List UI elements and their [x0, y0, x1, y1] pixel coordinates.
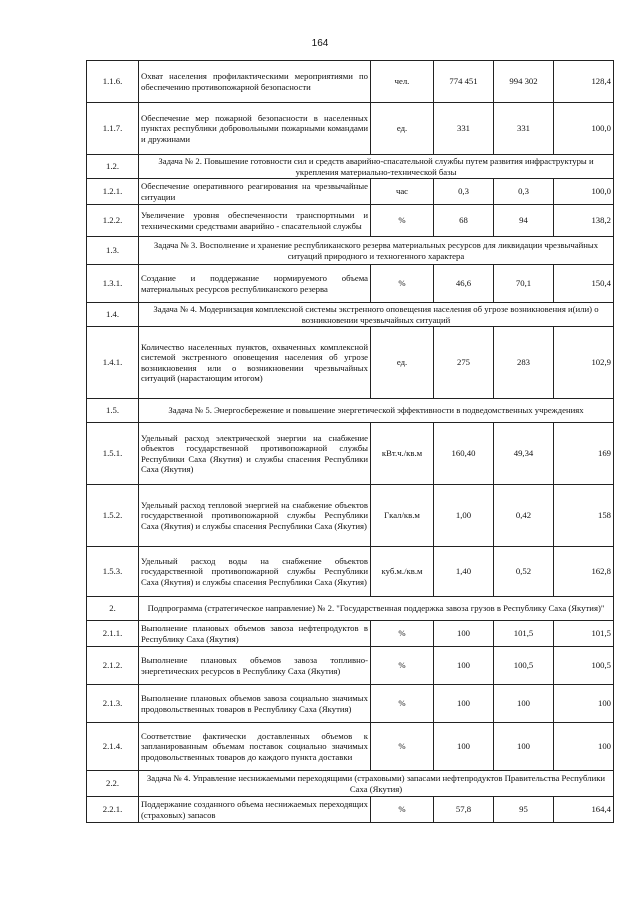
- indicator-name: Охват населения профилактическими мероприятиями по обеспечению противопожарной безопасности: [139, 61, 371, 103]
- percent-value: 101,5: [554, 621, 614, 647]
- table-row: [87, 723, 614, 771]
- percent-value: 100,0: [554, 179, 614, 205]
- row-number: 2.1.1.: [87, 621, 139, 647]
- row-number: 2.1.2.: [87, 647, 139, 685]
- table-row: [87, 547, 614, 597]
- row-number: 2.1.4.: [87, 723, 139, 771]
- task-row: [87, 303, 614, 327]
- indicator-name: Количество населенных пунктов, охваченных комплексной системой экстренного оповещения населения об угрозе возникновения или о возникновении чрезвычайных ситуаций (нарастающим итогом): [139, 327, 371, 399]
- row-number: 1.1.6.: [87, 61, 139, 103]
- plan-value: 275: [434, 327, 494, 399]
- row-number: 1.5.1.: [87, 423, 139, 485]
- row-number: 1.4.1.: [87, 327, 139, 399]
- indicator-name: Обеспечение оперативного реагирования на чрезвычайные ситуации: [139, 179, 371, 205]
- actual-value: 70,1: [494, 265, 554, 303]
- task-title: Задача № 3. Восполнение и хранение республиканского резерва материальных ресурсов для ликвидации чрезвычайных ситуаций природного и техногенного характера: [139, 237, 614, 265]
- table-row: [87, 647, 614, 685]
- task-row: [87, 399, 614, 423]
- actual-value: 94: [494, 205, 554, 237]
- task-row: [87, 771, 614, 797]
- unit-of-measure: куб.м./кв.м: [371, 547, 434, 597]
- plan-value: 0,3: [434, 179, 494, 205]
- table-row: [87, 179, 614, 205]
- percent-value: 100,0: [554, 103, 614, 155]
- percent-value: 128,4: [554, 61, 614, 103]
- actual-value: 95: [494, 797, 554, 823]
- table-row: [87, 327, 614, 399]
- task-row: [87, 155, 614, 179]
- unit-of-measure: %: [371, 205, 434, 237]
- row-number: 1.5.2.: [87, 485, 139, 547]
- actual-value: 0,3: [494, 179, 554, 205]
- unit-of-measure: ед.: [371, 103, 434, 155]
- percent-value: 162,8: [554, 547, 614, 597]
- actual-value: 49,34: [494, 423, 554, 485]
- plan-value: 1,40: [434, 547, 494, 597]
- actual-value: 994 302: [494, 61, 554, 103]
- unit-of-measure: %: [371, 797, 434, 823]
- table-row: [87, 485, 614, 547]
- row-number: 1.4.: [87, 303, 139, 327]
- plan-value: 160,40: [434, 423, 494, 485]
- percent-value: 100: [554, 685, 614, 723]
- table-row: [87, 61, 614, 103]
- unit-of-measure: Гкал/кв.м: [371, 485, 434, 547]
- row-number: 2.2.1.: [87, 797, 139, 823]
- table-row: [87, 103, 614, 155]
- actual-value: 100: [494, 723, 554, 771]
- unit-of-measure: %: [371, 621, 434, 647]
- indicator-name: Выполнение плановых объемов завоза топливно-энергетических ресурсов в Республику Саха (Якутия): [139, 647, 371, 685]
- row-number: 1.5.3.: [87, 547, 139, 597]
- table-row: [87, 265, 614, 303]
- plan-value: 100: [434, 621, 494, 647]
- percent-value: 150,4: [554, 265, 614, 303]
- indicator-name: Соответствие фактически доставленных объемов к запланированным объемам поставок социально значимых продовольственных товаров до каждого пункта доставки: [139, 723, 371, 771]
- page-number: 164: [311, 38, 329, 49]
- percent-value: 169: [554, 423, 614, 485]
- table-row: [87, 205, 614, 237]
- indicator-name: Выполнение плановых объемов завоза социально значимых продовольственных товаров в Республику Саха (Якутия): [139, 685, 371, 723]
- task-row: [87, 597, 614, 621]
- task-title: Задача № 5. Энергосбережение и повышение энергетической эффективности в подведомственных учреждениях: [139, 399, 614, 423]
- plan-value: 100: [434, 723, 494, 771]
- unit-of-measure: ед.: [371, 327, 434, 399]
- unit-of-measure: %: [371, 723, 434, 771]
- actual-value: 100,5: [494, 647, 554, 685]
- row-number: 1.2.2.: [87, 205, 139, 237]
- actual-value: 0,52: [494, 547, 554, 597]
- indicator-name: Удельный расход тепловой энергией на снабжение объектов государственной противопожарной службы Республики Саха (Якутия) и службы спасения Республики Саха (Якутия): [139, 485, 371, 547]
- indicators-table: [86, 60, 614, 823]
- unit-of-measure: %: [371, 685, 434, 723]
- task-title: Подпрограмма (стратегическое направление) № 2. "Государственная поддержка завоза грузов в Республику Саха (Якутия)": [139, 597, 614, 621]
- plan-value: 100: [434, 647, 494, 685]
- unit-of-measure: %: [371, 647, 434, 685]
- table-body: [87, 61, 614, 823]
- percent-value: 100,5: [554, 647, 614, 685]
- row-number: 1.2.: [87, 155, 139, 179]
- row-number: 2.: [87, 597, 139, 621]
- percent-value: 102,9: [554, 327, 614, 399]
- unit-of-measure: %: [371, 265, 434, 303]
- row-number: 1.2.1.: [87, 179, 139, 205]
- plan-value: 46,6: [434, 265, 494, 303]
- table-row: [87, 685, 614, 723]
- row-number: 2.1.3.: [87, 685, 139, 723]
- task-title: Задача № 4. Модернизация комплексной системы экстренного оповещения населения об угрозе возникновения и(или) о возникновении чрезвычайных ситуаций: [139, 303, 614, 327]
- plan-value: 1,00: [434, 485, 494, 547]
- task-title: Задача № 4. Управление неснижаемыми переходящими (страховыми) запасами нефтепродуктов Правительства Республики Саха (Якутия): [139, 771, 614, 797]
- table-row: [87, 797, 614, 823]
- plan-value: 774 451: [434, 61, 494, 103]
- actual-value: 101,5: [494, 621, 554, 647]
- indicator-name: Выполнение плановых объемов завоза нефтепродуктов в Республику Саха (Якутия): [139, 621, 371, 647]
- indicator-name: Создание и поддержание нормируемого объема материальных ресурсов республиканского резерва: [139, 265, 371, 303]
- indicator-name: Поддержание созданного объема неснижаемых переходящих (страховых) запасов: [139, 797, 371, 823]
- indicator-name: Удельный расход воды на снабжение объектов государственной противопожарной службы Республики Саха (Якутия) и службы спасения Республики Саха (Якутия): [139, 547, 371, 597]
- row-number: 2.2.: [87, 771, 139, 797]
- actual-value: 0,42: [494, 485, 554, 547]
- row-number: 1.3.: [87, 237, 139, 265]
- row-number: 1.5.: [87, 399, 139, 423]
- table-row: [87, 423, 614, 485]
- row-number: 1.3.1.: [87, 265, 139, 303]
- row-number: 1.1.7.: [87, 103, 139, 155]
- percent-value: 138,2: [554, 205, 614, 237]
- plan-value: 331: [434, 103, 494, 155]
- plan-value: 57,8: [434, 797, 494, 823]
- plan-value: 68: [434, 205, 494, 237]
- task-title: Задача № 2. Повышение готовности сил и средств аварийно-спасательной службы путем развития инфраструктуры и укрепления материально-технической базы: [139, 155, 614, 179]
- task-row: [87, 237, 614, 265]
- indicator-name: Удельный расход электрической энергии на снабжение объектов государственной противопожарной службы Республики Саха (Якутия) и службы спасения Республики Саха (Якутия): [139, 423, 371, 485]
- unit-of-measure: кВт.ч./кв.м: [371, 423, 434, 485]
- percent-value: 100: [554, 723, 614, 771]
- actual-value: 283: [494, 327, 554, 399]
- percent-value: 158: [554, 485, 614, 547]
- table-row: [87, 621, 614, 647]
- plan-value: 100: [434, 685, 494, 723]
- percent-value: 164,4: [554, 797, 614, 823]
- unit-of-measure: чел.: [371, 61, 434, 103]
- actual-value: 331: [494, 103, 554, 155]
- indicator-name: Обеспечение мер пожарной безопасности в населенных пунктах республики добровольными пожарными командами и дружинами: [139, 103, 371, 155]
- unit-of-measure: час: [371, 179, 434, 205]
- indicator-name: Увеличение уровня обеспеченности транспортными и техническими средствами аварийно - спасательной службы: [139, 205, 371, 237]
- actual-value: 100: [494, 685, 554, 723]
